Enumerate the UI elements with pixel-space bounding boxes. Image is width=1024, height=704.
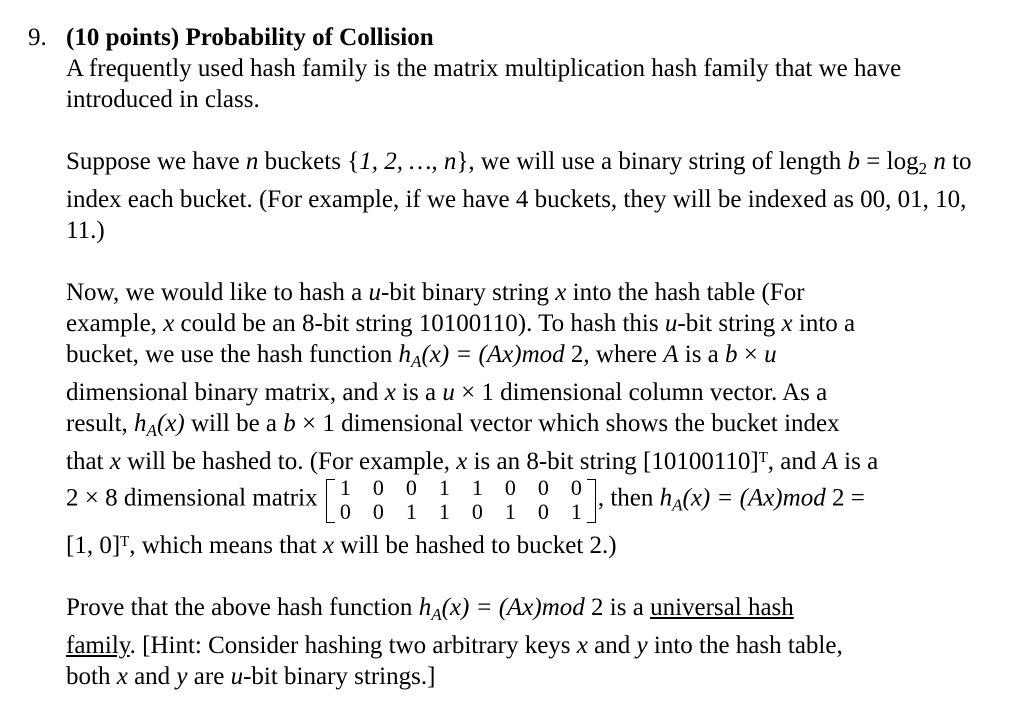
question-body (66, 22, 996, 692)
intro-paragraph: A frequently used hash family is the matrix multiplication hash family that we have introduced in class. (66, 55, 902, 113)
matrix-row-1: 1 0 0 1 1 0 0 0 (339, 475, 582, 500)
matrix-example-line: 2 × 8 dimensional matrix 1 0 0 1 1 0 0 0 0 0 1 1 0 1 0 1 , then $h_A(x) = (Ax)mod$ 2 = (66, 475, 865, 524)
prove-paragraph: Prove that the above hash function $h_A(x) = (Ax)mod$ 2 is a universal hash family. [Hint: Consider hashing two arbitrary keys x and y into the hash table, both x and y are u-bit binary strings.] (66, 594, 843, 690)
hash-paragraph: Now, we would like to hash a u-bit binary string x into the hash table (For example, x could be an 8-bit string 10100110). To hash this u-bit string x into a bucket, we use the hash function $h_A(x) = (Ax)mod$ 2, where A is a b × u dimensional binary matrix, and x is a u × 1 dimensional column vector. As a result, $h_A(x)$ will be a b × 1 dimensional vector which shows the bucket index that x will be hashed to. (For example, x is an 8-bit string [10100110]ᵀ, and A is a 2 × 8 dimensional matrix 1 0 0 1 1 0 0 0 0 0 1 1 0 1 0 1 , then $h_A(x) = (Ax)mod$ 2 = [1, 0]ᵀ, which means that x will be hashed to bucket 2.) (66, 277, 996, 561)
matrix-row-2: 0 0 1 1 0 1 0 1 (339, 499, 582, 524)
question-title: (10 points) Probability of Collision (66, 24, 434, 51)
buckets-paragraph: Suppose we have n buckets {1, 2, …, n}, we will use a binary string of length $b = \log_2 n$ to index each bucket. (For example, if we have 4 buckets, they will be indexed as 00, 01, 10, 11.) (66, 148, 972, 244)
example-matrix (326, 477, 596, 523)
question-number: 9. (28, 24, 47, 51)
family-term: family (66, 632, 130, 659)
universal-hash-term: universal hash (650, 594, 794, 621)
